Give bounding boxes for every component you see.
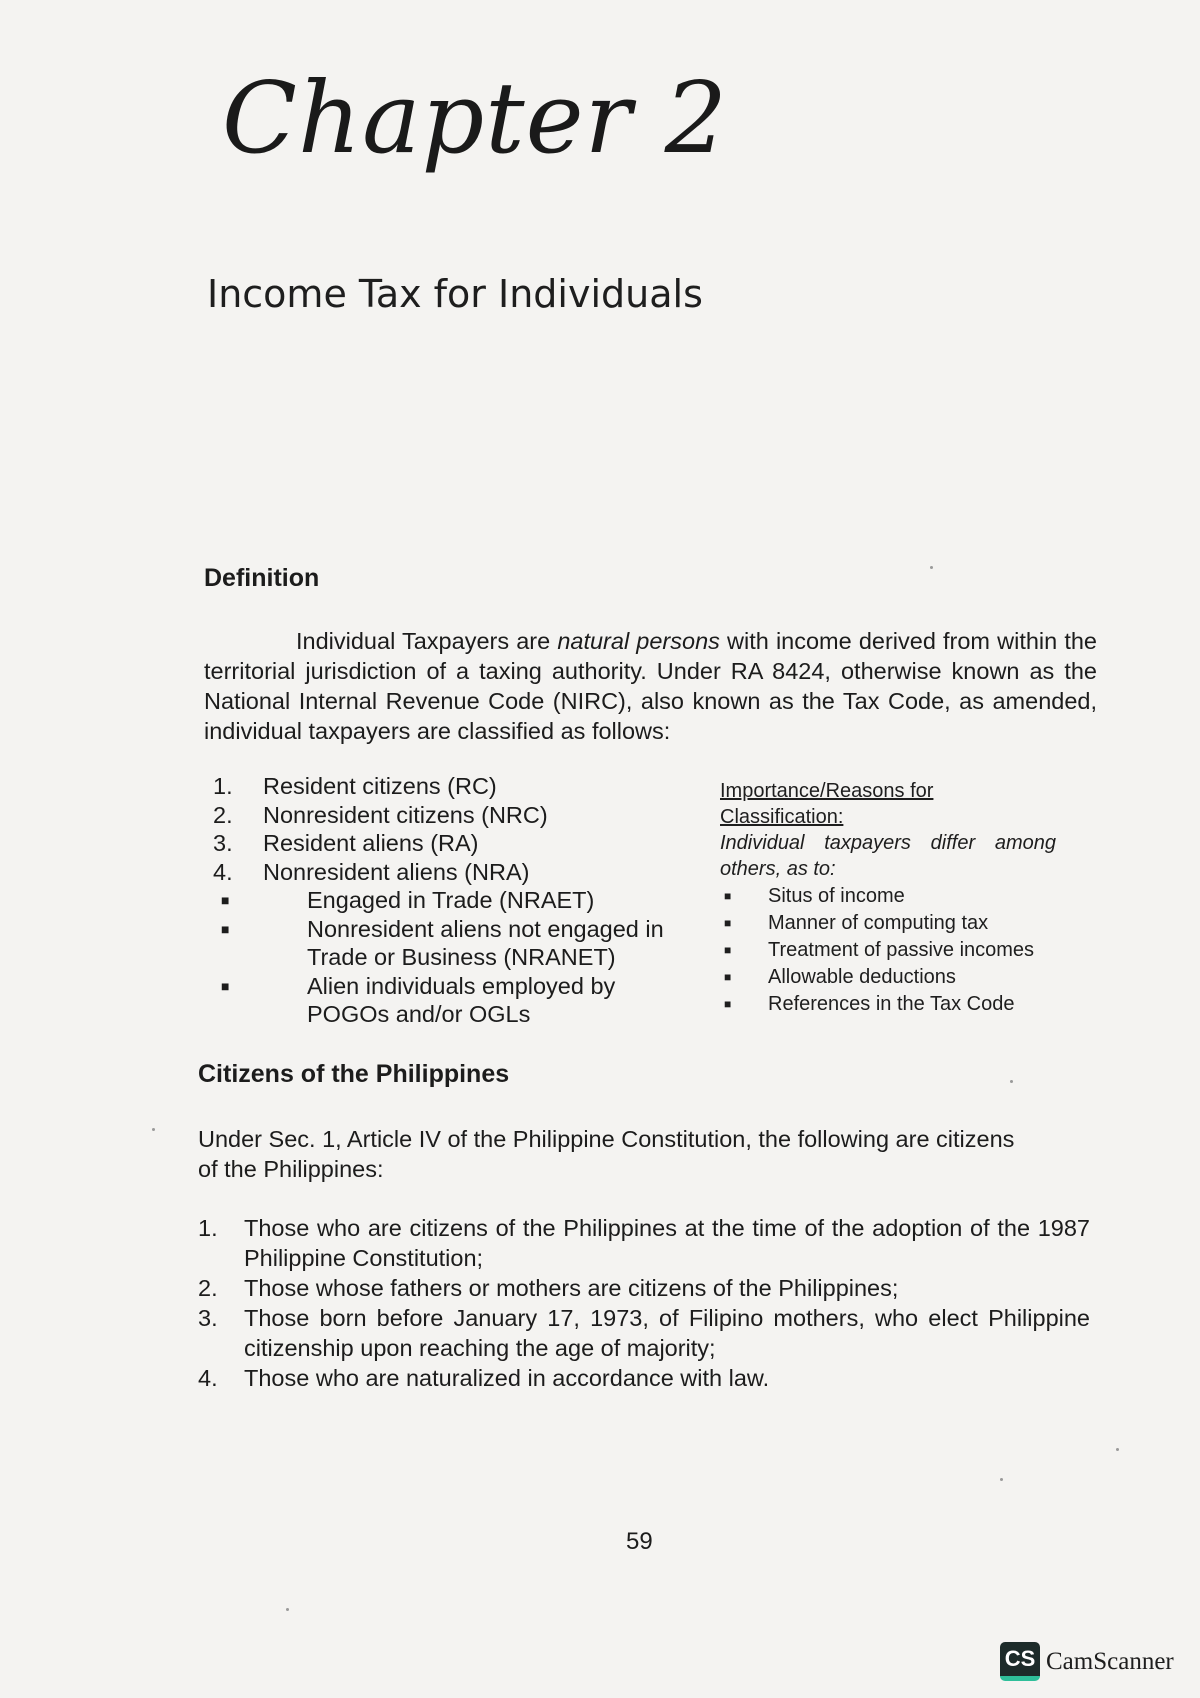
scan-speck [1000,1478,1003,1481]
definition-text-start: Individual Taxpayers are [296,628,558,654]
list-item: 3. Those born before January 17, 1973, of Filipino mothers, who elect Philippine citizenship upon reaching the age of majority; [198,1305,1090,1361]
camscanner-watermark [1000,1642,1174,1681]
citizens-list [198,1213,1090,1393]
bullet-icon: ■ [724,916,732,930]
definition-text-end: with income derived from within the territorial jurisdiction of a taxing authority. Under RA 8424, otherwise known as the National Internal Revenue Code (NIRC), also known as the Tax Code, as amended, individual taxpayers are classified as follows: [204,628,1098,744]
citizens-heading: Citizens of the Philippines [198,1060,510,1088]
bullet-icon: ■ [221,977,230,994]
chapter-title: Income Tax for Individuals [207,272,703,316]
scan-speck [152,1128,155,1131]
bullet-icon: ■ [221,892,230,908]
camscanner-brand: CamScanner [1046,1647,1174,1675]
bullet-icon: ■ [724,943,732,957]
sub-list-item: ■ Nonresident aliens not engaged in Trade or Business (NRANET) [213,915,693,972]
list-item: 4. Nonresident aliens (NRA) [213,858,530,885]
definition-heading: Definition [204,564,320,592]
chapter-label: Chapter 2 [222,62,728,176]
scan-speck [1116,1448,1119,1451]
scan-speck [286,1608,289,1611]
definition-paragraph [204,626,1097,746]
reasons-title: Importance/Reasons for Classification: [720,780,934,828]
reasons-intro-line1: Individual taxpayers differ among [720,832,1056,854]
list-item: 1. Those who are citizens of the Philippines at the time of the adoption of the 1987 Philippine Constitution; [198,1215,1090,1271]
list-item: ■ Treatment of passive incomes [720,937,1056,963]
bullet-icon: ■ [724,997,732,1011]
list-item: 2. Those whose fathers or mothers are citizens of the Philippines; [198,1275,899,1301]
list-item: 3. Resident aliens (RA) [213,830,479,856]
bullet-icon: ■ [724,970,732,984]
list-item: ■ Situs of income [720,883,1056,909]
sub-list-item: ■ Engaged in Trade (NRAET) [213,886,693,915]
definition-emphasis: natural persons [557,628,720,654]
reasons-intro-line2: others, as to: [720,858,836,880]
list-item: 4. Those who are naturalized in accordance with law. [198,1365,770,1391]
bullet-icon: ■ [724,889,732,903]
scan-speck [930,566,933,569]
list-item: 2. Nonresident citizens (NRC) [213,801,548,828]
classification-list [213,772,693,1029]
scan-speck [1010,1080,1013,1083]
page-number: 59 [626,1528,653,1555]
citizens-intro: Under Sec. 1, Article IV of the Philippine Constitution, the following are citizens of the Philippines: [198,1126,1015,1182]
classification-reasons-box [720,778,1056,1017]
list-item: 1. Resident citizens (RC) [213,773,497,799]
bullet-icon: ■ [221,920,230,937]
camscanner-logo-icon: CS [1000,1642,1040,1681]
list-item: ■ References in the Tax Code [720,991,1056,1017]
sub-list-item: ■ Alien individuals employed by POGOs and/or OGLs [213,972,693,1029]
list-item: ■ Manner of computing tax [720,910,1056,936]
list-item: ■ Allowable deductions [720,964,1056,990]
